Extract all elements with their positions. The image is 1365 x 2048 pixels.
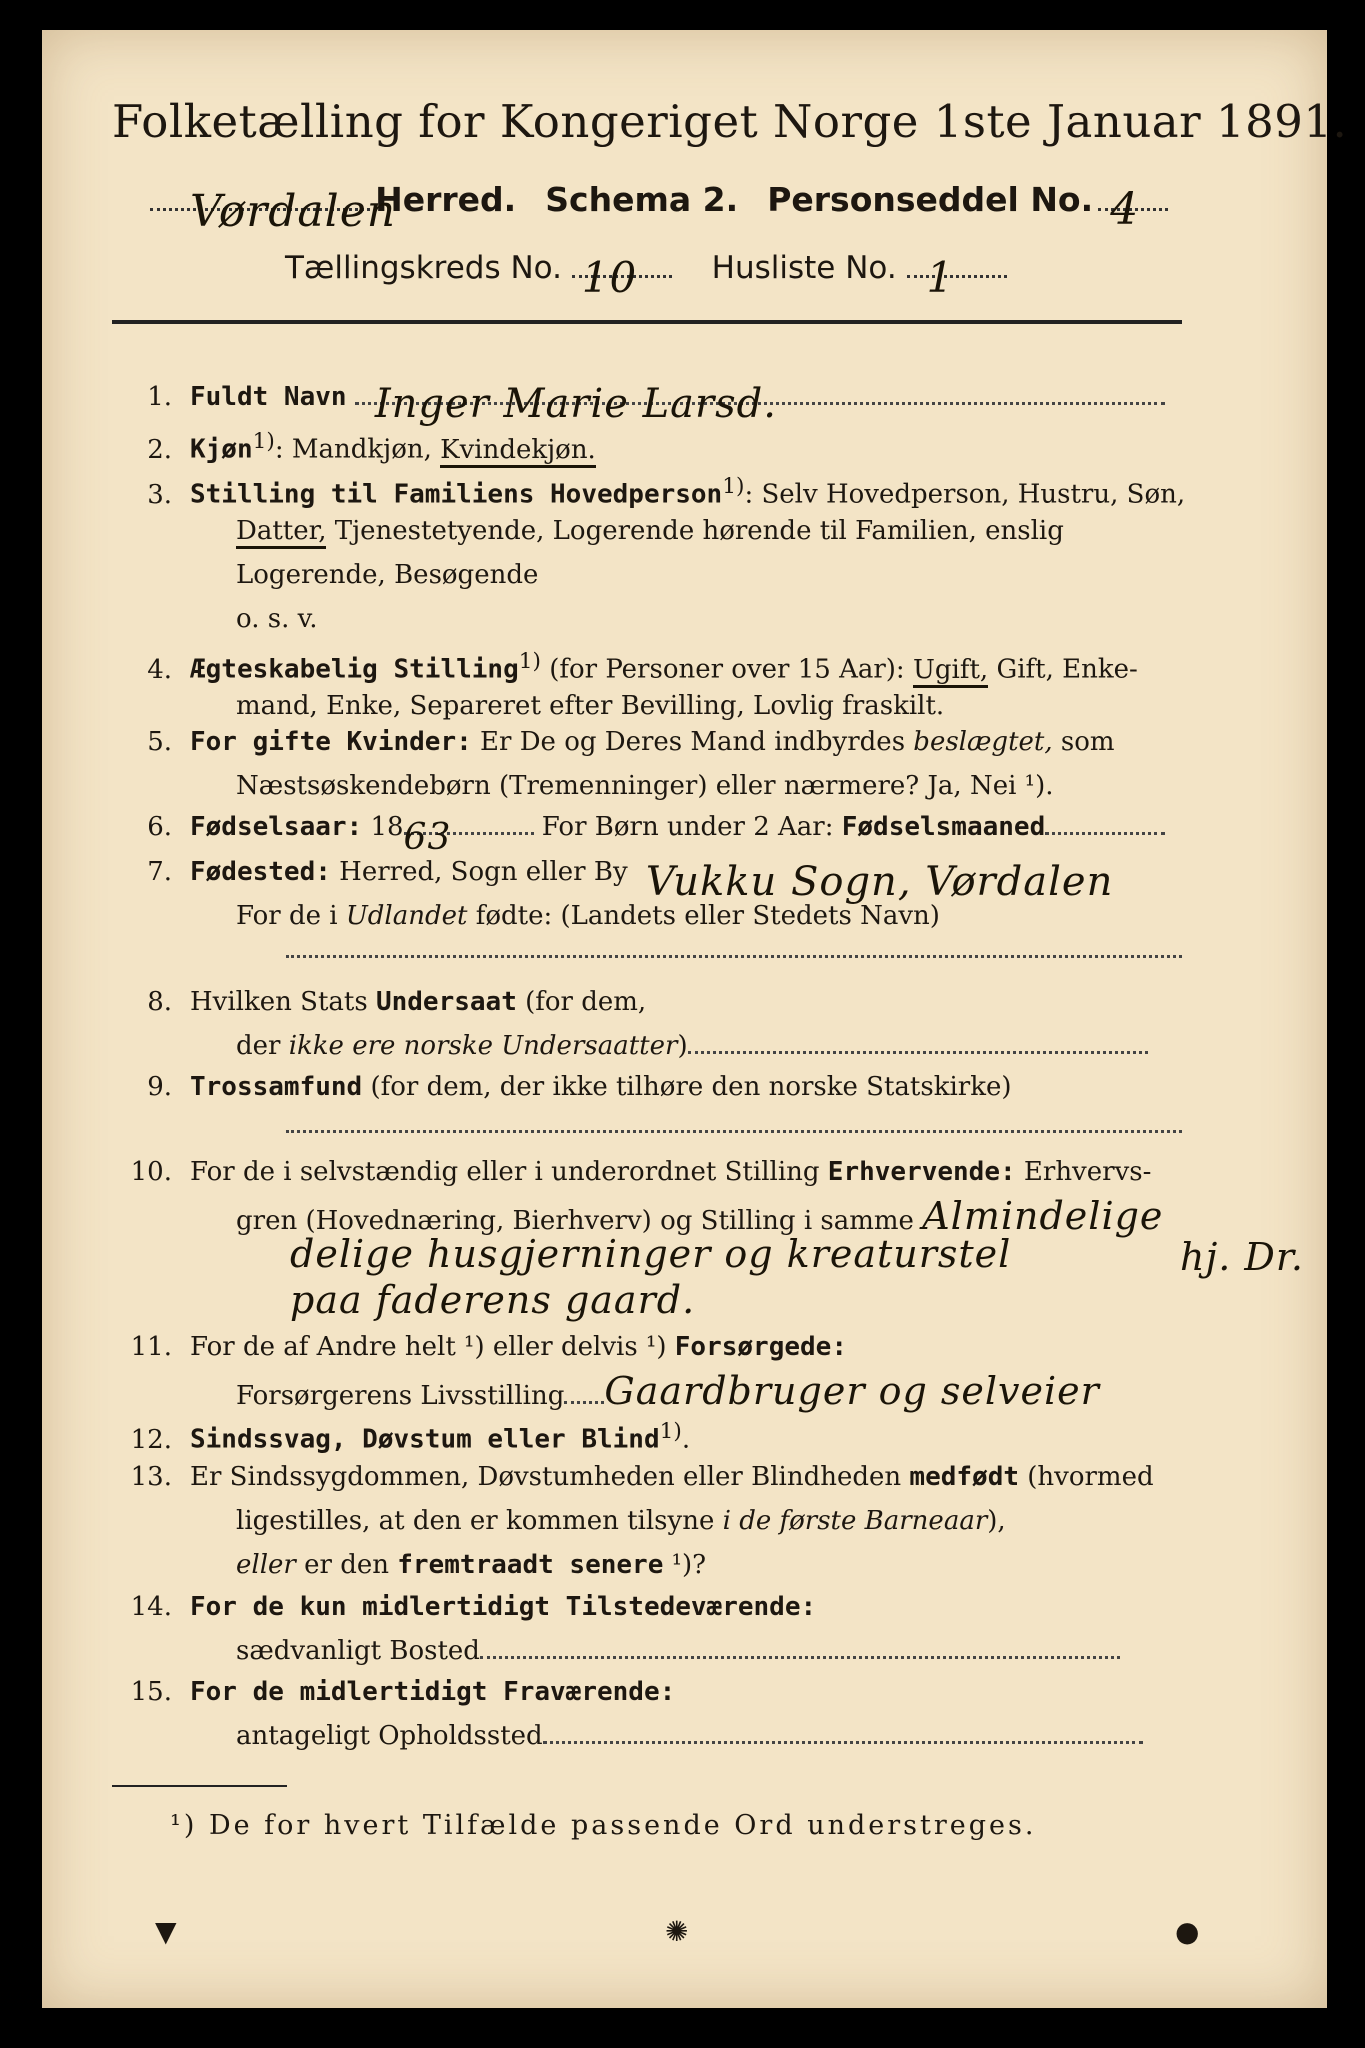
- family-position-selected: Datter,: [236, 516, 326, 549]
- item-14: 14. For de kun midlertidigt Tilstedeværende:: [130, 1592, 817, 1622]
- corner-mark-left: ▼: [155, 1915, 177, 1948]
- item-6: 6. Fødselsaar: 18 63 For Børn under 2 Aar: Fødselsmaaned: [112, 805, 1165, 849]
- corner-mark-center: ✺: [665, 1915, 689, 1948]
- husliste-value: 1: [926, 253, 955, 302]
- taellingskreds-value: 10: [581, 253, 638, 302]
- header-rule: [112, 320, 1182, 324]
- footnote: ¹) De for hvert Tilfælde passende Ord understreges.: [170, 1810, 1037, 1841]
- husliste-label: Husliste No.: [711, 250, 897, 286]
- item-15: 15. For de midlertidigt Fraværende:: [130, 1677, 676, 1707]
- footnote-rule: [112, 1785, 287, 1787]
- personseddel-value: 4: [1110, 184, 1140, 235]
- occupation-value-1: Almindelige: [922, 1194, 1164, 1238]
- herred-line: [150, 180, 1168, 237]
- item-4: 4. Ægteskabelig Stilling$^{1)}$ (for Personer over 15 Aar): Ugift, Gift, Enke-: [112, 640, 1138, 692]
- herred-label: Herred.: [375, 180, 517, 219]
- birthplace-value: Vukku Sogn, Vørdalen: [645, 859, 1114, 905]
- item-3: 3. Stilling til Familiens Hovedperson$^{1)}$: Selv Hovedperson, Hustru, Søn,: [147, 474, 1186, 510]
- item-9: 9. Trossamfund (for dem, der ikke tilhøre den norske Statskirke): [147, 1072, 1012, 1102]
- form-title: Folketælling for Kongeriget Norge 1ste Januar 1891.: [112, 95, 1348, 148]
- birth-year-value: 63: [403, 817, 452, 858]
- personseddel-label: Personseddel No.: [767, 180, 1094, 219]
- schema-label: Schema 2.: [545, 180, 739, 219]
- item-12: 12. Sindssvag, Døvstum eller Blind$^{1)}$.: [130, 1419, 691, 1455]
- occupation-value-3: paa faderens gaard.: [290, 1278, 696, 1322]
- gender-selected: Kvindekjøn.: [440, 435, 596, 468]
- marital-status-selected: Ugift,: [913, 655, 988, 688]
- corner-mark-right: ●: [1175, 1915, 1200, 1948]
- item-2: 2. Kjøn$^{1)}$: Mandkjøn, Kvindekjøn.: [112, 420, 596, 472]
- item-7: 7. Fødested: Herred, Sogn eller By Vukku Sogn, Vørdalen: [147, 857, 1114, 905]
- occupation-value-2b: hj. Dr.: [1180, 1235, 1304, 1279]
- item-1: 1. Fuldt Navn Inger Marie Larsd.: [112, 375, 1165, 419]
- full-name-value: Inger Marie Larsd.: [374, 381, 777, 427]
- item-13: 13. Er Sindssygdommen, Døvstumheden eller Blindheden medfødt (hvormed: [130, 1462, 1154, 1492]
- kreds-line: [285, 250, 1007, 302]
- item-11: 11. For de af Andre helt ¹) eller delvis ¹) Forsørgede:: [130, 1332, 847, 1362]
- item-8: 8. Hvilken Stats Undersaat (for dem,: [147, 987, 647, 1017]
- taellingskreds-label: Tællingskreds No.: [285, 250, 562, 286]
- item-5: 5. For gifte Kvinder: Er De og Deres Mand indbyrdes beslægtet, som: [147, 727, 1115, 757]
- occupation-value-2: delige husgjerninger og kreaturstel: [290, 1232, 1012, 1276]
- herred-value: Vørdalen: [190, 186, 397, 237]
- provider-occupation-value: Gaardbruger og selveier: [604, 1369, 1100, 1413]
- item-10: 10. For de i selvstændig eller i underordnet Stilling Erhvervende: Erhvervs-: [130, 1157, 1152, 1187]
